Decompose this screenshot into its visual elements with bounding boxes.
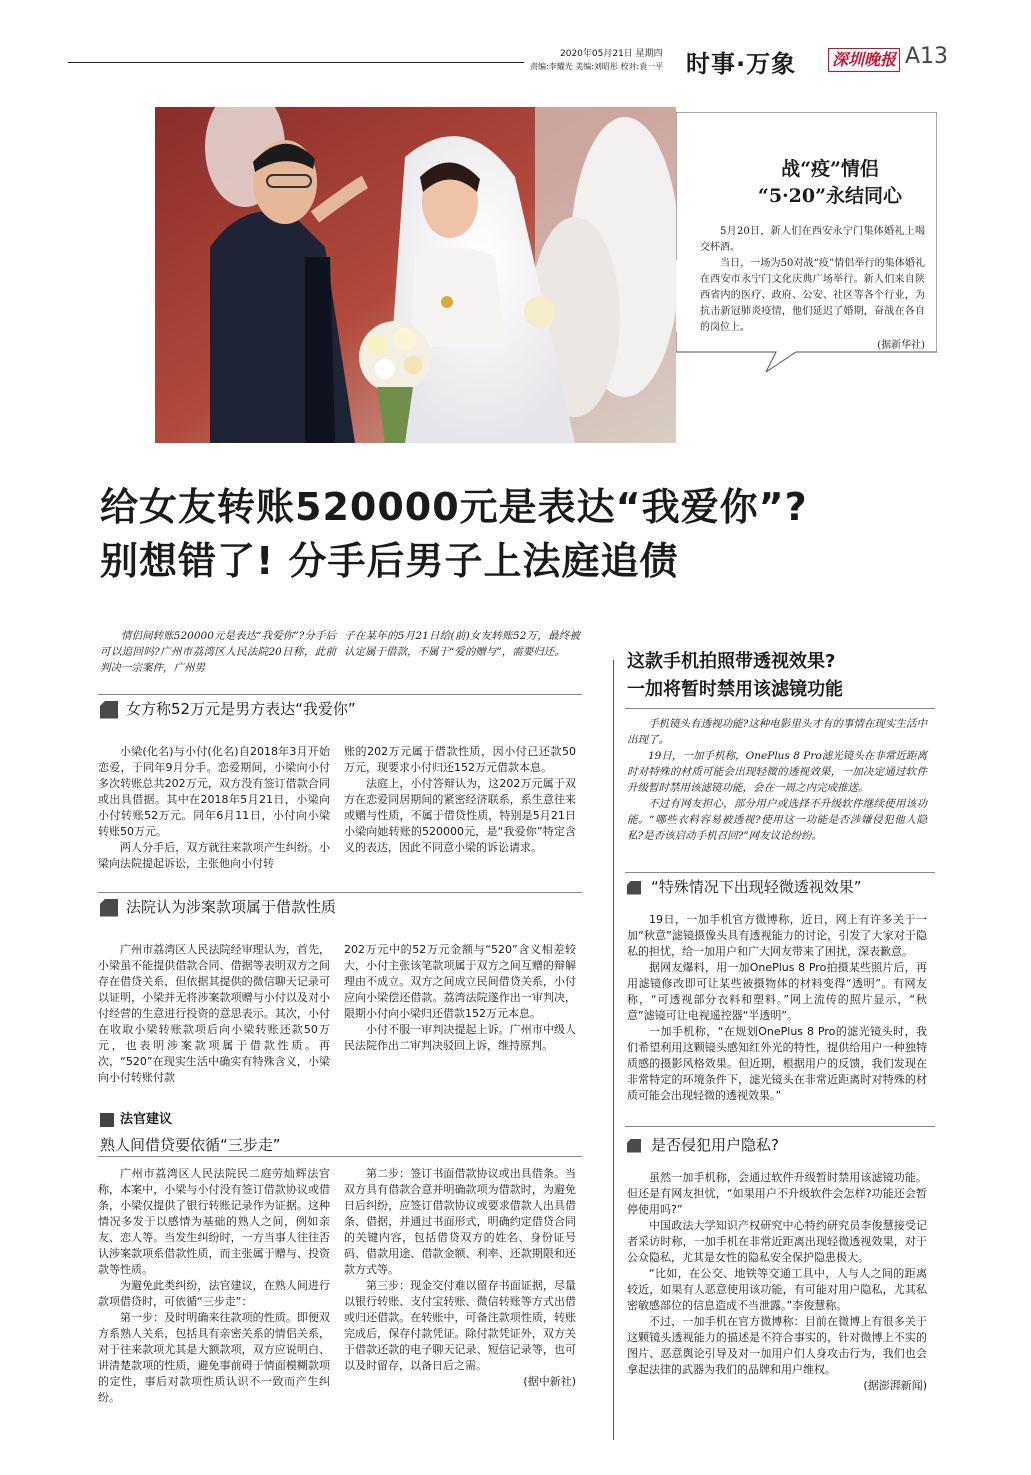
right-headline-line2: 一加将暂时禁用该滤镜功能 bbox=[627, 679, 843, 700]
editor-credits: 责编:李耀光 美编:刘昭彤 校对:袁一平 bbox=[530, 62, 664, 71]
section2-col2 bbox=[344, 942, 576, 1054]
paragraph: 为避免此类纠纷，法官建议，在熟人间进行款项借贷时，可依循“三步走”： bbox=[98, 1279, 330, 1308]
section-divider bbox=[98, 694, 582, 695]
right-sub2-title: 是否侵犯用户隐私? bbox=[651, 1136, 779, 1154]
paragraph: 第二步：签订书面借款协议或出具借条。当双方具有借款合意并明确款项为借款时，为避免日后纠纷，应签订借款协议或要求借款人出具借条、借据，并通过书面形式，明确约定借贷合同的关键内容，包括借贷双方的姓名、身份证号码、借款用途、借款金额、利率、还款期限和还款方式等。 bbox=[344, 1167, 576, 1276]
section-divider bbox=[625, 1126, 935, 1127]
legal-tag-text: 法官建议 bbox=[120, 1112, 173, 1127]
paragraph: 两人分手后，双方就往来款项产生纠纷。小梁向法院提起诉讼，主张他向小付转 bbox=[98, 841, 330, 870]
section3-col1 bbox=[98, 1166, 330, 1406]
section-divider bbox=[98, 1156, 582, 1157]
caption-title-line2: “5·20”永结同心 bbox=[757, 185, 903, 207]
section-divider bbox=[625, 872, 935, 873]
paragraph: 虽然一加手机称，会通过软件升级暂时禁用该滤镜功能。但还是有网友担忧，“如果用户不升级软件会怎样?功能还会暂停使用吗?” bbox=[627, 1171, 927, 1216]
section-marker-icon bbox=[627, 881, 641, 895]
headline-line2: 别想错了! 分手后男子上法庭追债 bbox=[100, 539, 679, 583]
right-sub1-heading bbox=[627, 876, 862, 897]
section2-heading bbox=[100, 896, 336, 917]
newspaper-logo: 深圳晚报 bbox=[828, 48, 900, 72]
paragraph: 不过有网友担心，部分用户或选择不升级软件继续使用该功能。“哪些衣料容易被透视?使用这一功能是否涉嫌侵犯他人隐私?是否该启动手机召回?”网友议论纷纷。 bbox=[627, 798, 927, 842]
issue-date: 2020年05月21日 星期四 bbox=[560, 49, 663, 59]
article-source: (据中新社) bbox=[523, 1375, 576, 1388]
section-marker-icon bbox=[100, 701, 118, 719]
paragraph: 手机镜头有透视功能?这种电影里头才有的事情在现实生活中出现了。 bbox=[627, 718, 927, 746]
caption-source: (据新华社) bbox=[877, 340, 925, 351]
section-name: 时事·万象 bbox=[686, 50, 797, 78]
right-body1 bbox=[627, 912, 927, 1104]
wedding-photo bbox=[155, 107, 676, 443]
caption-paragraph: 5月20日，新人们在西安永宁门集体婚礼上喝交杯酒。 bbox=[700, 226, 925, 253]
section1-col1 bbox=[98, 744, 330, 872]
paragraph: 第三步：现金交付难以留存书面证据，尽量以银行转账、支付宝转账、微信转账等方式出借或归还借款。在转账中，可备注款项性质，转账完成后，保存付款凭证。除付款凭证外，双方关于借款还款的电子聊天记录、短信记录等，也可以及时留存，以备日后之需。 bbox=[344, 1279, 576, 1372]
section-divider bbox=[98, 892, 582, 893]
paragraph: 第一步：及时明确来往款项的性质。即便双方系熟人关系，包括具有亲密关系的情侣关系，对于往来款项尤其是大额款项，双方应说明白、讲清楚款项的性质，避免事前碍于情面模糊款项的定性，事后对款项性质认识不一致而产生纠纷。 bbox=[98, 1311, 330, 1404]
right-lead bbox=[627, 716, 927, 844]
section1-heading bbox=[100, 698, 356, 719]
paragraph: 一加手机称，“在规划OnePlus 8 Pro的滤光镜头时，我们希望利用这颗镜头感知红外光的特性，提供给用户一种独特质感的摄影风格效果。但近期，根据用户的反馈，我们发现在非常特定的环境条件下，滤光镜头在非常近距离时对特殊的材质可能会出现轻微的透视效果。” bbox=[627, 1025, 927, 1102]
right-body2 bbox=[627, 1170, 927, 1394]
paragraph: 据网友爆料，用一加OnePlus 8 Pro拍摄某些照片后，再用滤镜修改即可让某些被摄物体的材料变得“透明”。有网友称，“可透视部分衣料和塑料。”网上流传的照片显示，“秋意”滤镜可让电视遥控器“半透明”。 bbox=[627, 961, 927, 1022]
right-headline bbox=[627, 648, 937, 704]
paragraph: 广州市荔湾区人民法院民二庭劳灿辉法官称，本案中，小梁与小付没有签订借款协议或借条，小梁仅提供了银行转账记录作为证据。这种情况多发于以感情为基础的熟人之间，例如亲友、恋人等。当发生纠纷时，一方当事人往往否认涉案款项系借款性质，而主张属于赠与、投资款等性质。 bbox=[98, 1167, 330, 1276]
paragraph: 小梁(化名)与小付(化名)自2018年3月开始恋爱，于同年9月分手。恋爱期间，小梁向小付多次转账总共202万元，双方没有签订借款合同或出具借据。其中在2018年5月21日，小梁向小付转账52万元。同年6月11日，小付向小梁转账50万元。 bbox=[98, 745, 330, 838]
section-divider bbox=[625, 708, 935, 709]
section-marker-icon bbox=[100, 899, 118, 917]
section3-col2 bbox=[344, 1166, 576, 1390]
paragraph: 账的202万元属于借款性质，因小付已还款50万元，现要求小付归还152万元借款本息。 bbox=[344, 745, 576, 774]
lead-text: 情侣间转账520000元是表达“我爱你”?分手后可以追回吗?广州市荔湾区人民法院20日称，此前判决一宗案件，广州男 bbox=[100, 630, 336, 674]
section2-title: 法院认为涉案款项属于借款性质 bbox=[126, 898, 337, 916]
lead-col2 bbox=[344, 628, 580, 660]
section1-title: 女方称52万元是男方表达“我爱你” bbox=[126, 700, 356, 718]
article-source: (据澎湃新闻) bbox=[863, 1379, 927, 1392]
paragraph: 中国政法大学知识产权研究中心特约研究员李俊慧接受记者采访时称，一加手机在非常近距离出现轻微透视效果，对于公众隐私，尤其是女性的隐私安全保护隐患极大。 bbox=[627, 1219, 927, 1264]
paragraph: 19日，一加手机称，OnePlus 8 Pro滤光镜头在非常近距离时对特殊的材质可能会出现轻微的透视效果，一加决定通过软件升级暂时禁用该滤镜功能，会在一周之内完成推送。 bbox=[627, 750, 927, 794]
main-headline bbox=[100, 480, 960, 588]
header-rule bbox=[68, 62, 524, 63]
paragraph: 202万元中的52万元金额与“520”含义相差较大，小付主张该笔款项属于双方之间互赠的辩解理由不成立。双方之间成立民间借贷关系，小付应向小梁偿还借款。荔湾法院遂作出一审判决，限期小付向小梁归还借款152万元本息。 bbox=[344, 943, 576, 1020]
photo-caption-title bbox=[740, 156, 920, 210]
paragraph: 19日，一加手机官方微博称，近日，网上有许多关于一加“秋意”滤镜摄像头具有透视能力的讨论，引发了大家对于隐私的担忧，给一加用户和广大网友带来了困扰，深表歉意。 bbox=[627, 913, 927, 958]
right-sub2-heading bbox=[627, 1134, 779, 1155]
gavel-icon bbox=[100, 1113, 114, 1127]
paragraph: 小付不服一审判决提起上诉。广州市中级人民法院作出二审判决驳回上诉，维持原判。 bbox=[344, 1023, 576, 1052]
lead-text: 子在某年的5月21日给(前)女友转账52万，最终被认定属于借款，不属于“爱的赠与”，需要归还。 bbox=[344, 630, 580, 658]
section1-col2 bbox=[344, 744, 576, 856]
section3-title: 熟人间借贷要依循“三步走” bbox=[100, 1136, 281, 1154]
caption-title-line1: 战“疫”情侣 bbox=[781, 158, 879, 180]
section2-col1 bbox=[98, 942, 330, 1086]
paragraph: 广州市荔湾区人民法院经审理认为，首先，小梁虽不能提供借款合同、借据等表明双方之间存在借贷关系，但依据其提供的微信聊天记录可以证明，小梁并无将涉案款项赠与小付以及对小付经营的生意进行投资的意思表示。其次，小付在收取小梁转账款项后向小梁转账还款50万元，也表明涉案款项属于借款性质。再次，“520”在现实生活中确实有特殊含义，小梁向小付转账付款 bbox=[98, 943, 330, 1084]
column-rule bbox=[613, 660, 614, 1440]
photo-caption-body bbox=[700, 224, 925, 354]
page-number: A13 bbox=[905, 44, 949, 69]
section-marker-icon bbox=[627, 1139, 641, 1153]
caption-paragraph: 当日，一场为50对战“疫”情侣举行的集体婚礼在西安市永宁门文化庆典广场举行。新人们来自陕西省内的医疗、政府、公安、社区等各个行业，为抗击新冠肺炎疫情，他们延迟了婚期，奋战在各自的岗位上。 bbox=[700, 258, 925, 333]
paragraph: 法庭上，小付答辩认为，这202万元属于双方在恋爱同居期间的紧密经济联系，系生意往来或赠与性质，不属于借贷性质，特别是5月21日小梁向她转账的520000元，是“我爱你”特定含义的表达，因此不同意小梁的诉讼请求。 bbox=[344, 777, 576, 854]
right-headline-line1: 这款手机拍照带透视效果? bbox=[627, 651, 836, 672]
headline-line1: 给女友转账520000元是表达“我爱你”? bbox=[100, 485, 808, 529]
legal-advice-tag bbox=[100, 1108, 172, 1127]
lead-col1 bbox=[100, 628, 336, 676]
paragraph: 不过，一加手机在官方微博称：目前在微博上有很多关于这颗镜头透视能力的描述是不符合事实的，针对微博上不实的图片、恶意舆论引导及对一加用户们人身攻击行为，我们也会拿起法律的武器为我们的品牌和用户维权。 bbox=[627, 1315, 927, 1376]
right-sub1-title: “特殊情况下出现轻微透视效果” bbox=[651, 878, 862, 896]
paragraph: “比如，在公交、地铁等交通工具中，人与人之间的距离较近，如果有人恶意使用该功能，有可能对用户隐私，尤其私密敏感部位的信息造成不当泄露。”李俊慧称。 bbox=[627, 1267, 927, 1312]
